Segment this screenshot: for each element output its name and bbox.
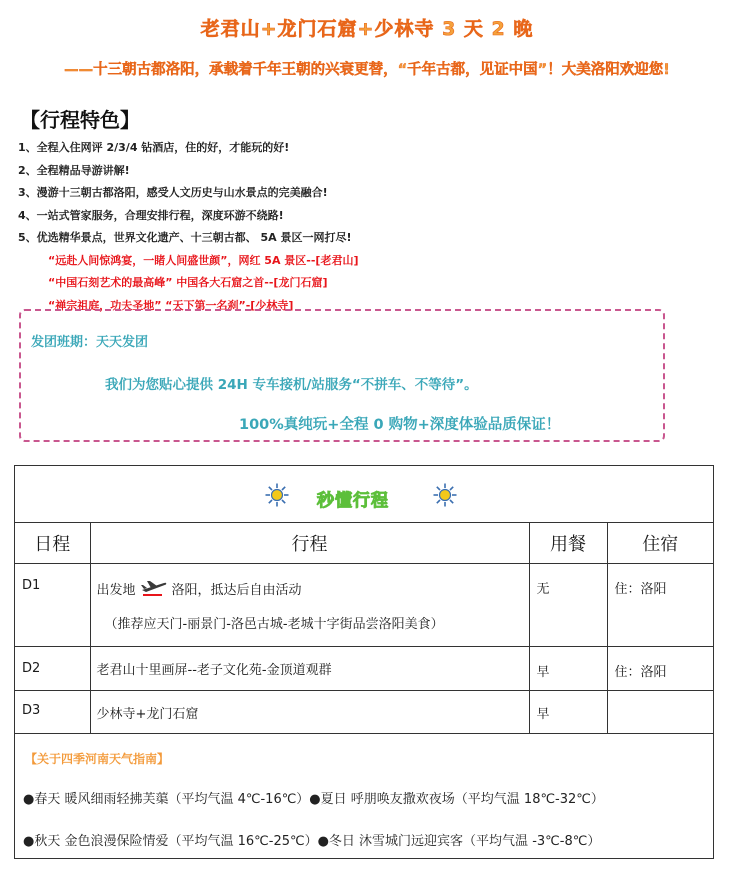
meal-cell: 早 bbox=[529, 646, 607, 690]
itinerary-panel bbox=[14, 465, 714, 859]
stay-cell bbox=[607, 690, 713, 733]
quality-guarantee: 100%真纯玩+全程 0 购物+深度体验品质保证！ bbox=[239, 417, 561, 433]
col-header-stay: 住宿 bbox=[607, 523, 713, 563]
weather-line: ●秋天 金色浪漫保险情爱（平均气温 16℃-25℃）●冬日 沐雪城门远迎宾客（平均气温 -3℃-8℃） bbox=[23, 834, 601, 849]
table-row bbox=[15, 563, 713, 646]
route-from: 出发地 bbox=[96, 582, 136, 598]
feature-item: 3、漫游十三朝古都洛阳，感受人文历史与山水景点的完美融合! bbox=[18, 186, 328, 199]
col-header-route: 行程 bbox=[90, 523, 529, 563]
meal-cell: 早 bbox=[529, 690, 607, 733]
col-header-meal: 用餐 bbox=[529, 523, 607, 563]
sun-icon bbox=[433, 483, 457, 507]
route-to: 洛阳，抵达后自由活动 bbox=[171, 582, 302, 598]
feature-item: 2、全程精品导游讲解! bbox=[18, 163, 130, 177]
route-recommendation: （推荐应天门-丽景门-洛邑古城-老城十字街品尝洛阳美食） bbox=[104, 616, 444, 632]
highlight-laojunshan: “远赴人间惊鸿宴，一睹人间盛世颜”，网红 5A 景区--[老君山] bbox=[48, 253, 359, 267]
features-list bbox=[18, 137, 358, 317]
weather-guide bbox=[23, 750, 705, 849]
stay-cell: 住：洛阳 bbox=[607, 563, 713, 646]
pickup-service: 我们为您贴心提供 24H 专车接机/站服务“不拼车、不等待”。 bbox=[105, 377, 478, 393]
day-cell: D2 bbox=[15, 646, 90, 690]
route-cell: 老君山十里画屏--老子文化苑-金顶道观群 bbox=[90, 646, 529, 690]
itinerary-table bbox=[15, 523, 713, 734]
itinerary-title: 秒懂行程 bbox=[317, 491, 389, 511]
highlight-longmen: “中国石刻艺术的最高峰” 中国各大石窟之首--[龙门石窟] bbox=[48, 276, 328, 289]
weather-title: 【关于四季河南天气指南】 bbox=[25, 752, 170, 766]
feature-item: 5、优选精华景点，世界文化遗产、十三朝古都、 5A 景区一网打尽! bbox=[18, 231, 352, 244]
departure-schedule: 发团班期：天天发团 bbox=[31, 335, 149, 350]
table-row bbox=[15, 646, 713, 690]
itinerary-header bbox=[15, 466, 713, 523]
airplane-icon bbox=[140, 579, 168, 597]
route-cell bbox=[90, 563, 529, 646]
feature-item: 4、一站式管家服务，合理安排行程，深度环游不绕路! bbox=[18, 208, 284, 222]
page-title: 老君山+龙门石窟+少林寺 3 天 2 晚 bbox=[200, 18, 534, 40]
meal-cell: 无 bbox=[529, 563, 607, 646]
table-row bbox=[15, 690, 713, 733]
day-cell: D1 bbox=[15, 563, 90, 646]
features-heading: 【行程特色】 bbox=[20, 108, 140, 132]
sun-icon bbox=[265, 483, 289, 507]
day-cell: D3 bbox=[15, 690, 90, 733]
col-header-day: 日程 bbox=[15, 523, 90, 563]
feature-item: 1、全程入住网评 2/3/4 钻酒店，住的好，才能玩的好! bbox=[18, 141, 290, 154]
highlight-shaolin: “禅宗祖庭，功夫圣地” “天下第一名刹”-[少林寺] bbox=[48, 298, 294, 312]
route-cell: 少林寺+龙门石窟 bbox=[90, 690, 529, 733]
page-subtitle: ——十三朝古都洛阳，承载着千年王朝的兴衰更替，“千年古都，见证中国”！大美洛阳欢迎您! bbox=[64, 62, 670, 78]
service-box bbox=[19, 309, 665, 442]
table-header-row bbox=[15, 523, 713, 563]
weather-line: ●春天 暖风细雨轻拂芙蕖（平均气温 4℃-16℃）●夏日 呼朋唤友撒欢夜场（平均气温 18℃-32℃） bbox=[23, 792, 604, 807]
stay-cell: 住：洛阳 bbox=[607, 646, 713, 690]
